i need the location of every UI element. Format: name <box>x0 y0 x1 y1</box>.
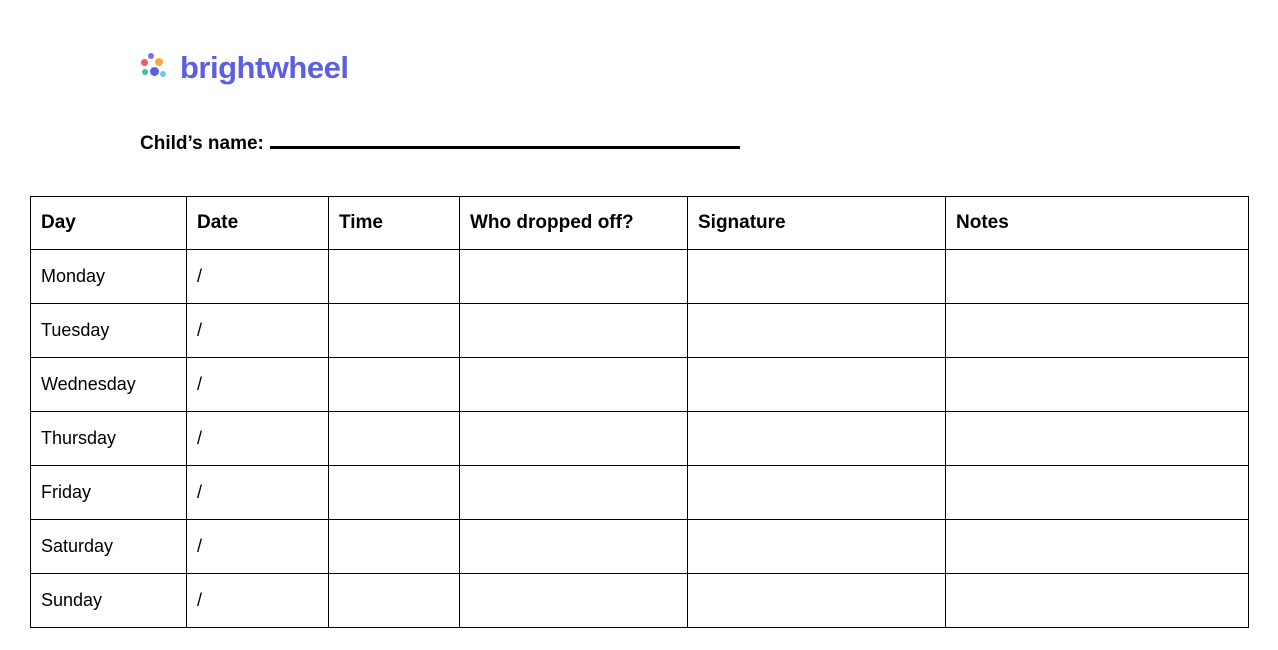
cell-date[interactable]: / <box>187 250 329 304</box>
cell-who[interactable] <box>460 520 688 574</box>
cell-who[interactable] <box>460 412 688 466</box>
cell-day: Thursday <box>31 412 187 466</box>
cell-who[interactable] <box>460 250 688 304</box>
cell-notes[interactable] <box>946 520 1249 574</box>
cell-notes[interactable] <box>946 250 1249 304</box>
table-row <box>31 574 1249 628</box>
cell-who[interactable] <box>460 466 688 520</box>
table-row <box>31 466 1249 520</box>
column-header-who: Who dropped off? <box>460 197 688 250</box>
cell-time[interactable] <box>329 520 460 574</box>
column-header-signature: Signature <box>688 197 946 250</box>
cell-date[interactable]: / <box>187 574 329 628</box>
cell-day: Wednesday <box>31 358 187 412</box>
cell-day: Monday <box>31 250 187 304</box>
column-header-day: Day <box>31 197 187 250</box>
child-name-field-row <box>140 132 740 155</box>
table-header-row <box>31 197 1249 250</box>
cell-date[interactable]: / <box>187 412 329 466</box>
cell-time[interactable] <box>329 304 460 358</box>
child-name-input[interactable] <box>270 132 740 149</box>
cell-date[interactable]: / <box>187 466 329 520</box>
cell-signature[interactable] <box>688 520 946 574</box>
cell-signature[interactable] <box>688 358 946 412</box>
cell-day: Sunday <box>31 574 187 628</box>
column-header-time: Time <box>329 197 460 250</box>
cell-time[interactable] <box>329 574 460 628</box>
cell-date[interactable]: / <box>187 520 329 574</box>
cell-time[interactable] <box>329 358 460 412</box>
brand-logo <box>140 52 348 83</box>
cell-time[interactable] <box>329 412 460 466</box>
dropoff-log-table <box>30 196 1249 628</box>
column-header-notes: Notes <box>946 197 1249 250</box>
cell-day: Friday <box>31 466 187 520</box>
cell-notes[interactable] <box>946 574 1249 628</box>
table-row <box>31 304 1249 358</box>
table-row <box>31 412 1249 466</box>
cell-signature[interactable] <box>688 250 946 304</box>
cell-signature[interactable] <box>688 304 946 358</box>
cell-signature[interactable] <box>688 466 946 520</box>
cell-notes[interactable] <box>946 466 1249 520</box>
cell-time[interactable] <box>329 250 460 304</box>
cell-who[interactable] <box>460 304 688 358</box>
brightwheel-dots-logo-icon <box>140 53 170 83</box>
cell-who[interactable] <box>460 574 688 628</box>
cell-date[interactable]: / <box>187 304 329 358</box>
cell-day: Saturday <box>31 520 187 574</box>
cell-date[interactable]: / <box>187 358 329 412</box>
cell-day: Tuesday <box>31 304 187 358</box>
column-header-date: Date <box>187 197 329 250</box>
cell-notes[interactable] <box>946 304 1249 358</box>
table-row <box>31 250 1249 304</box>
cell-time[interactable] <box>329 466 460 520</box>
cell-who[interactable] <box>460 358 688 412</box>
brand-name: brightwheel <box>180 50 349 85</box>
cell-notes[interactable] <box>946 412 1249 466</box>
cell-signature[interactable] <box>688 574 946 628</box>
table-row <box>31 520 1249 574</box>
cell-notes[interactable] <box>946 358 1249 412</box>
cell-signature[interactable] <box>688 412 946 466</box>
child-name-label: Child’s name: <box>140 133 264 154</box>
table-row <box>31 358 1249 412</box>
